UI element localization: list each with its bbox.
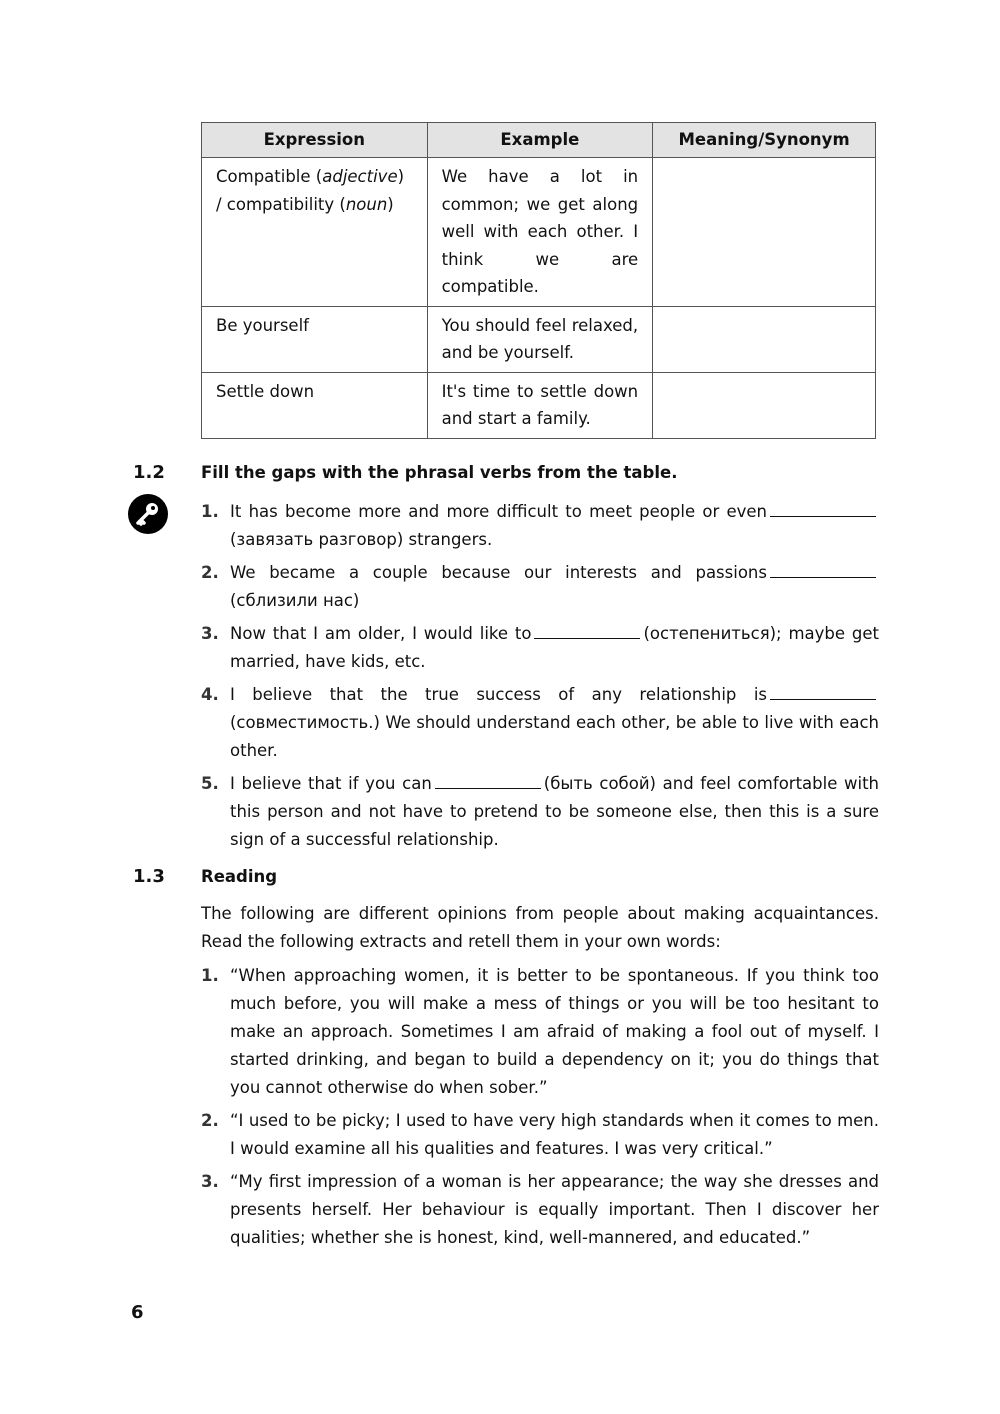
gap-blank[interactable] xyxy=(770,502,876,517)
expr-pos: noun xyxy=(345,194,388,214)
table-row xyxy=(202,158,876,307)
expr-pos: adjective xyxy=(322,167,398,186)
meaning-cell xyxy=(653,372,876,438)
section-title: Reading xyxy=(201,867,278,886)
gap-blank[interactable] xyxy=(770,685,876,700)
item-text: I believe that if you can xyxy=(230,774,432,793)
item-text: (совместимость.) We should understand each other, be able to live with each other. xyxy=(230,713,879,760)
header-expression: Expression xyxy=(202,123,428,158)
item-number: 2. xyxy=(201,563,219,582)
expression-cell: Settle down xyxy=(202,372,428,438)
gap-fill-list xyxy=(201,498,879,859)
header-meaning: Meaning/Synonym xyxy=(653,123,876,158)
reading-list xyxy=(201,962,879,1257)
list-item xyxy=(201,1168,879,1252)
item-text: (остепениться); maybe get married, have kids, etc. xyxy=(230,624,879,671)
example-cell: We have a lot in common; we get along well with each other. I think we are compatible. xyxy=(427,158,653,307)
list-item xyxy=(201,559,879,615)
gap-blank[interactable] xyxy=(435,774,541,789)
table-header-row xyxy=(202,123,876,158)
key-icon xyxy=(128,494,168,534)
section-number: 1.2 xyxy=(133,462,165,483)
list-item xyxy=(201,498,879,554)
gap-blank[interactable] xyxy=(534,624,640,639)
expr-text: ) xyxy=(387,194,394,214)
list-item xyxy=(201,620,879,676)
meaning-cell xyxy=(653,306,876,372)
item-text: Now that I am older, I would like to xyxy=(230,624,532,643)
item-number: 3. xyxy=(201,1172,219,1191)
item-text: “My first impression of a woman is her appearance; the way she dresses and presents herself. Her behaviour is equally important. Then I discover her qualities; whether she is honest, kind, well-mannered, and educated.” xyxy=(230,1172,879,1247)
item-text: (завязать разговор) strangers. xyxy=(230,530,493,549)
item-number: 1. xyxy=(201,966,219,985)
item-number: 5. xyxy=(201,774,219,793)
item-text: It has become more and more difficult to meet people or even xyxy=(230,502,767,521)
section-number: 1.3 xyxy=(133,866,165,887)
item-text: (быть собой) and feel comfortable with this person and not have to pretend to be someone else, then this is a sure sign of a successful relationship. xyxy=(230,774,880,849)
list-item xyxy=(201,770,879,854)
item-text: We became a couple because our interests and passions xyxy=(230,563,767,582)
item-number: 2. xyxy=(201,1111,219,1130)
expressions-table xyxy=(201,122,876,439)
header-example: Example xyxy=(427,123,653,158)
expr-text: Compatible xyxy=(216,167,316,186)
table-row xyxy=(202,372,876,438)
item-text: “I used to be picky; I used to have very high standards when it comes to men. I would examine all his qualities and features. I was very critical.” xyxy=(230,1111,879,1158)
expression-cell: Compatible (adjective) / compatibility (noun) xyxy=(202,158,428,307)
item-text: “When approaching women, it is better to be spontaneous. If you think too much before, you will make a mess of things or you will be too hesitant to make an approach. Sometimes I am afraid of making a fool out of myself. I started drinking, and began to build a dependency on it; you do things that you cannot otherwise do when sober.” xyxy=(230,966,879,1097)
item-number: 4. xyxy=(201,685,219,704)
page-number: 6 xyxy=(131,1302,144,1323)
gap-blank[interactable] xyxy=(770,563,876,578)
list-item xyxy=(201,1107,879,1163)
item-text: I believe that the true success of any relationship is xyxy=(230,685,767,704)
example-cell: You should feel relaxed, and be yourself. xyxy=(427,306,653,372)
item-number: 3. xyxy=(201,624,219,643)
expression-cell: Be yourself xyxy=(202,306,428,372)
item-text: (сблизили нас) xyxy=(230,591,360,610)
expr-text: ) / compatibility ( xyxy=(216,167,405,214)
section-title: Fill the gaps with the phrasal verbs from the table. xyxy=(201,463,678,482)
table-row xyxy=(202,306,876,372)
example-cell: It's time to settle down and start a family. xyxy=(427,372,653,438)
item-number: 1. xyxy=(201,502,219,521)
reading-intro: The following are different opinions from people about making acquaintances. Read the following extracts and retell them in your own words: xyxy=(201,904,879,951)
meaning-cell xyxy=(653,158,876,307)
list-item xyxy=(201,681,879,765)
list-item xyxy=(201,962,879,1102)
